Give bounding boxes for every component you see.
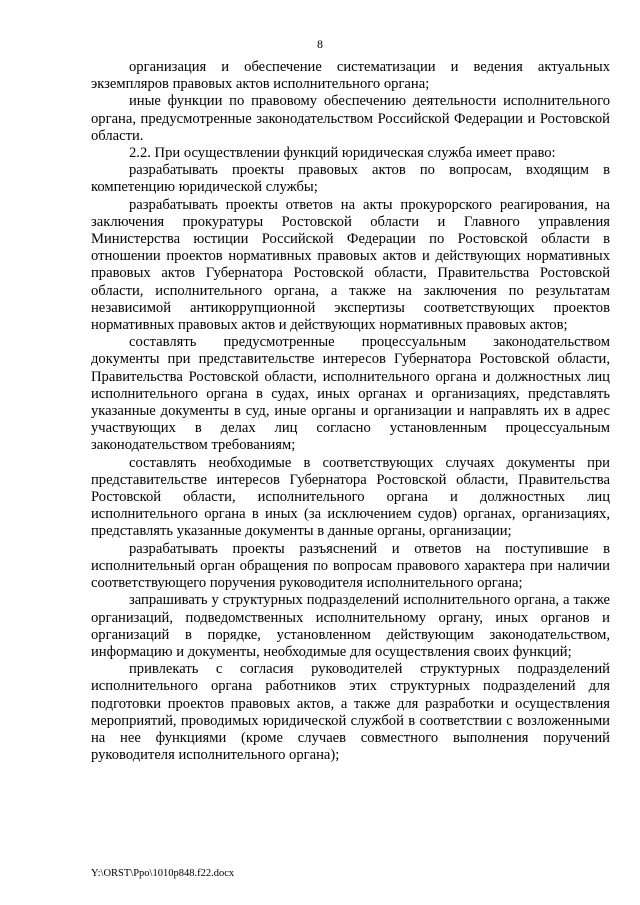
- footer-file-path: Y:\ORST\Ppo\1010p848.f22.docx: [91, 868, 235, 879]
- paragraph-systematization: организация и обеспечение систематизации и ведения актуальных экземпляров правовых актов исполнительного органа;: [91, 59, 610, 93]
- paragraph-request-information: запрашивать у структурных подразделений исполнительного органа, а также организаций, подведомственных исполнительному органу, иных органов и организаций в порядке, установленном действующим законодательством, информацию и документы, необходимые для осуществления своих функций;: [91, 592, 610, 660]
- paragraph-representation-documents: составлять необходимые в соответствующих случаях документы при представительстве интересов Губернатора Ростовской области, Правительства Ростовской области, исполнительного органа и должностных лиц исполнительного органа в иных (за исключением судов) органах, организациях, представлять указанные документы в данные органы, организации;: [91, 454, 610, 540]
- page-number: 8: [317, 37, 323, 51]
- paragraph-draft-legal-acts: разрабатывать проекты правовых актов по вопросам, входящим в компетенцию юридической службы;: [91, 162, 610, 196]
- document-body: [91, 59, 610, 764]
- paragraph-other-functions: иные функции по правовому обеспечению деятельности исполнительного органа, предусмотренные законодательством Российской Федерации и Ростовской области.: [91, 93, 610, 144]
- paragraph-draft-explanations: разрабатывать проекты разъяснений и ответов на поступившие в исполнительный орган обращения по вопросам правового характера при наличии соответствующего поручения руководителя исполнительного органа;: [91, 540, 610, 592]
- section-2-2-heading: 2.2. При осуществлении функций юридическая служба имеет право:: [129, 145, 556, 162]
- paragraph-procedural-documents: составлять предусмотренные процессуальным законодательством документы при представительстве интересов Губернатора Ростовской области, Правительства Ростовской области, исполнительного органа и должностных лиц исполнительного органа в судах, иных органах и организациях, представлять указанные документы в суд, иные органы и организации и направлять их в адрес участвующих в делах лиц согласно установленным процессуальным законодательством требованиям;: [91, 334, 610, 454]
- paragraph-involve-employees: привлекать с согласия руководителей структурных подразделений исполнительного органа работников этих структурных подразделений для подготовки проектов правовых актов, а также для разработки и осуществления мероприятий, проводимых юридической службой в соответствии с возложенными на нее функциями (кроме случаев совместного выполнения поручений руководителя исполнительного органа);: [91, 661, 610, 764]
- paragraph-draft-responses-prosecutor: разрабатывать проекты ответов на акты прокурорского реагирования, на заключения прокуратуры Ростовской области и Главного управления Министерства юстиции Российской Федерации по Ростовской области в отношении проектов нормативных правовых актов и действующих нормативных правовых актов Губернатора Ростовской области, Правительства Ростовской области, исполнительного органа, а также на заключения по результатам независимой антикоррупционной экспертизы соответствующих проектов нормативных правовых актов и действующих нормативных правовых актов;: [91, 196, 610, 334]
